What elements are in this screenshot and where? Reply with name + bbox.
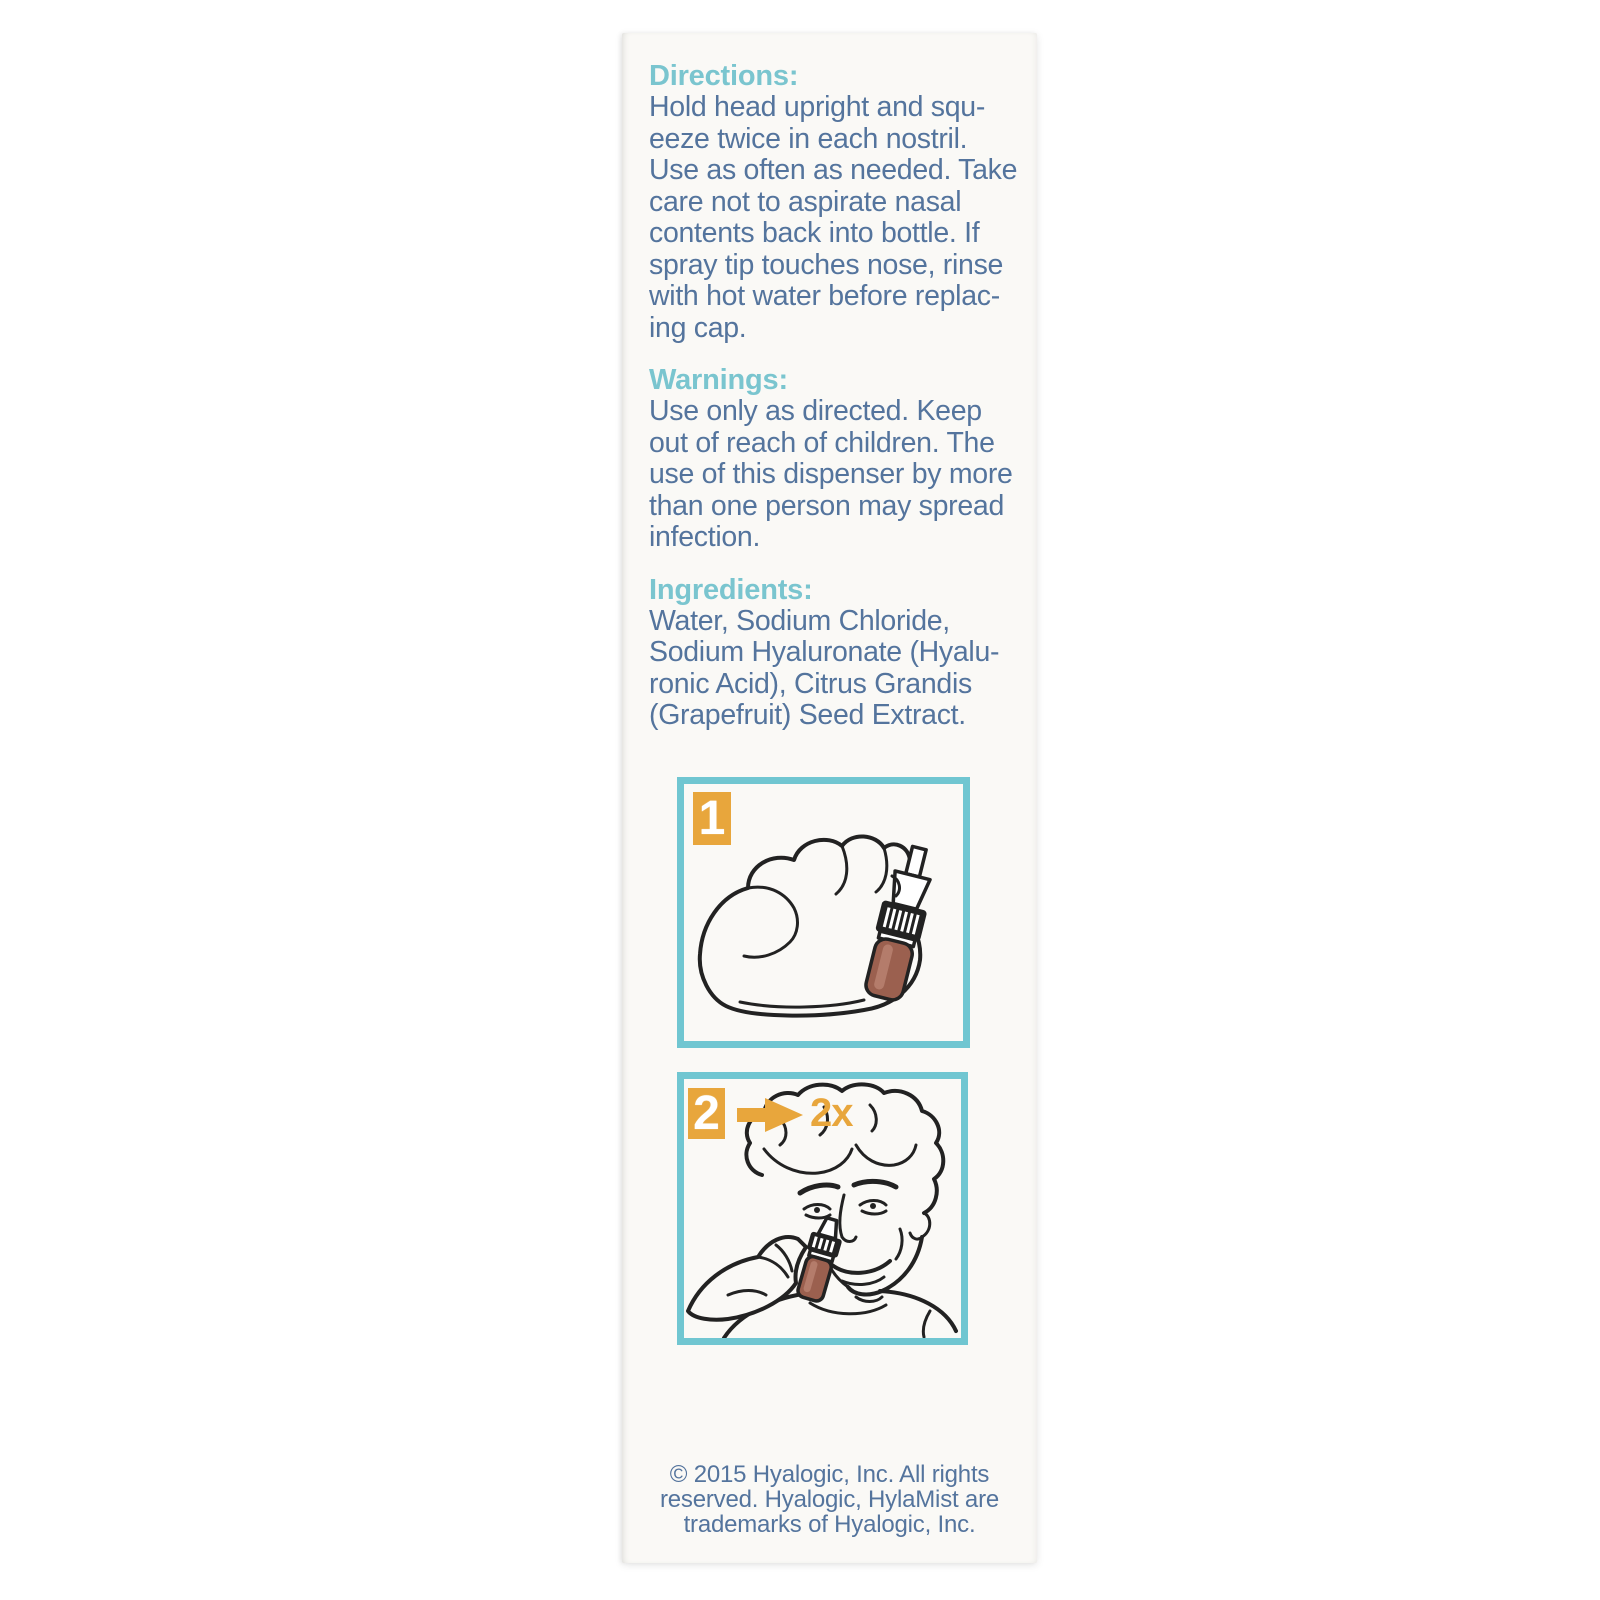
directions-line: Hold head upright and squ- (649, 91, 986, 123)
directions-section (649, 60, 1029, 344)
ingredients-line: (Grapefruit) Seed Extract. (649, 699, 966, 731)
label-text-content (649, 60, 1029, 752)
warnings-heading: Warnings: (649, 364, 788, 396)
copyright-line: © 2015 Hyalogic, Inc. All rights (669, 1461, 990, 1488)
copyright-line: reserved. Hyalogic, HylaMist are (659, 1486, 1000, 1513)
arrow-right-icon (737, 1098, 803, 1132)
directions-line: ing cap. (649, 311, 747, 344)
ingredients-line: ronic Acid), Citrus Grandis (649, 667, 972, 700)
directions-heading: Directions: (649, 60, 799, 92)
warnings-section (649, 364, 1029, 554)
step-2-box (677, 1072, 968, 1345)
warnings-line: than one person may spread (649, 489, 1005, 522)
ingredients-line: Sodium Hyaluronate (Hyalu- (649, 636, 1000, 668)
directions-line: spray tip touches nose, rinse (649, 248, 1004, 281)
copyright-block (622, 1462, 1037, 1537)
ingredients-line: Water, Sodium Chloride, (649, 604, 950, 637)
copyright-line: trademarks of Hyalogic, Inc. (683, 1511, 976, 1538)
warnings-line: use of this dispenser by more (649, 458, 1013, 490)
warnings-line: Use only as directed. Keep (649, 395, 982, 427)
package-side-panel (622, 33, 1037, 1563)
directions-line: Use as often as needed. Take (649, 154, 1018, 186)
ingredients-heading: Ingredients: (649, 573, 813, 606)
warnings-line: out of reach of children. The (649, 426, 995, 459)
step-1-badge: 1 (693, 792, 731, 845)
warnings-line: infection. (649, 521, 761, 553)
directions-line: care not to aspirate nasal (649, 185, 962, 218)
directions-line: contents back into bottle. If (649, 217, 980, 249)
directions-line: eeze twice in each nostril. (649, 122, 968, 155)
ingredients-section (649, 574, 1029, 732)
step-1-box (677, 777, 970, 1048)
spray-count-label: 2x (810, 1091, 853, 1135)
step-2-badge: 2 (688, 1088, 725, 1139)
directions-line: with hot water before replac- (649, 280, 1000, 312)
